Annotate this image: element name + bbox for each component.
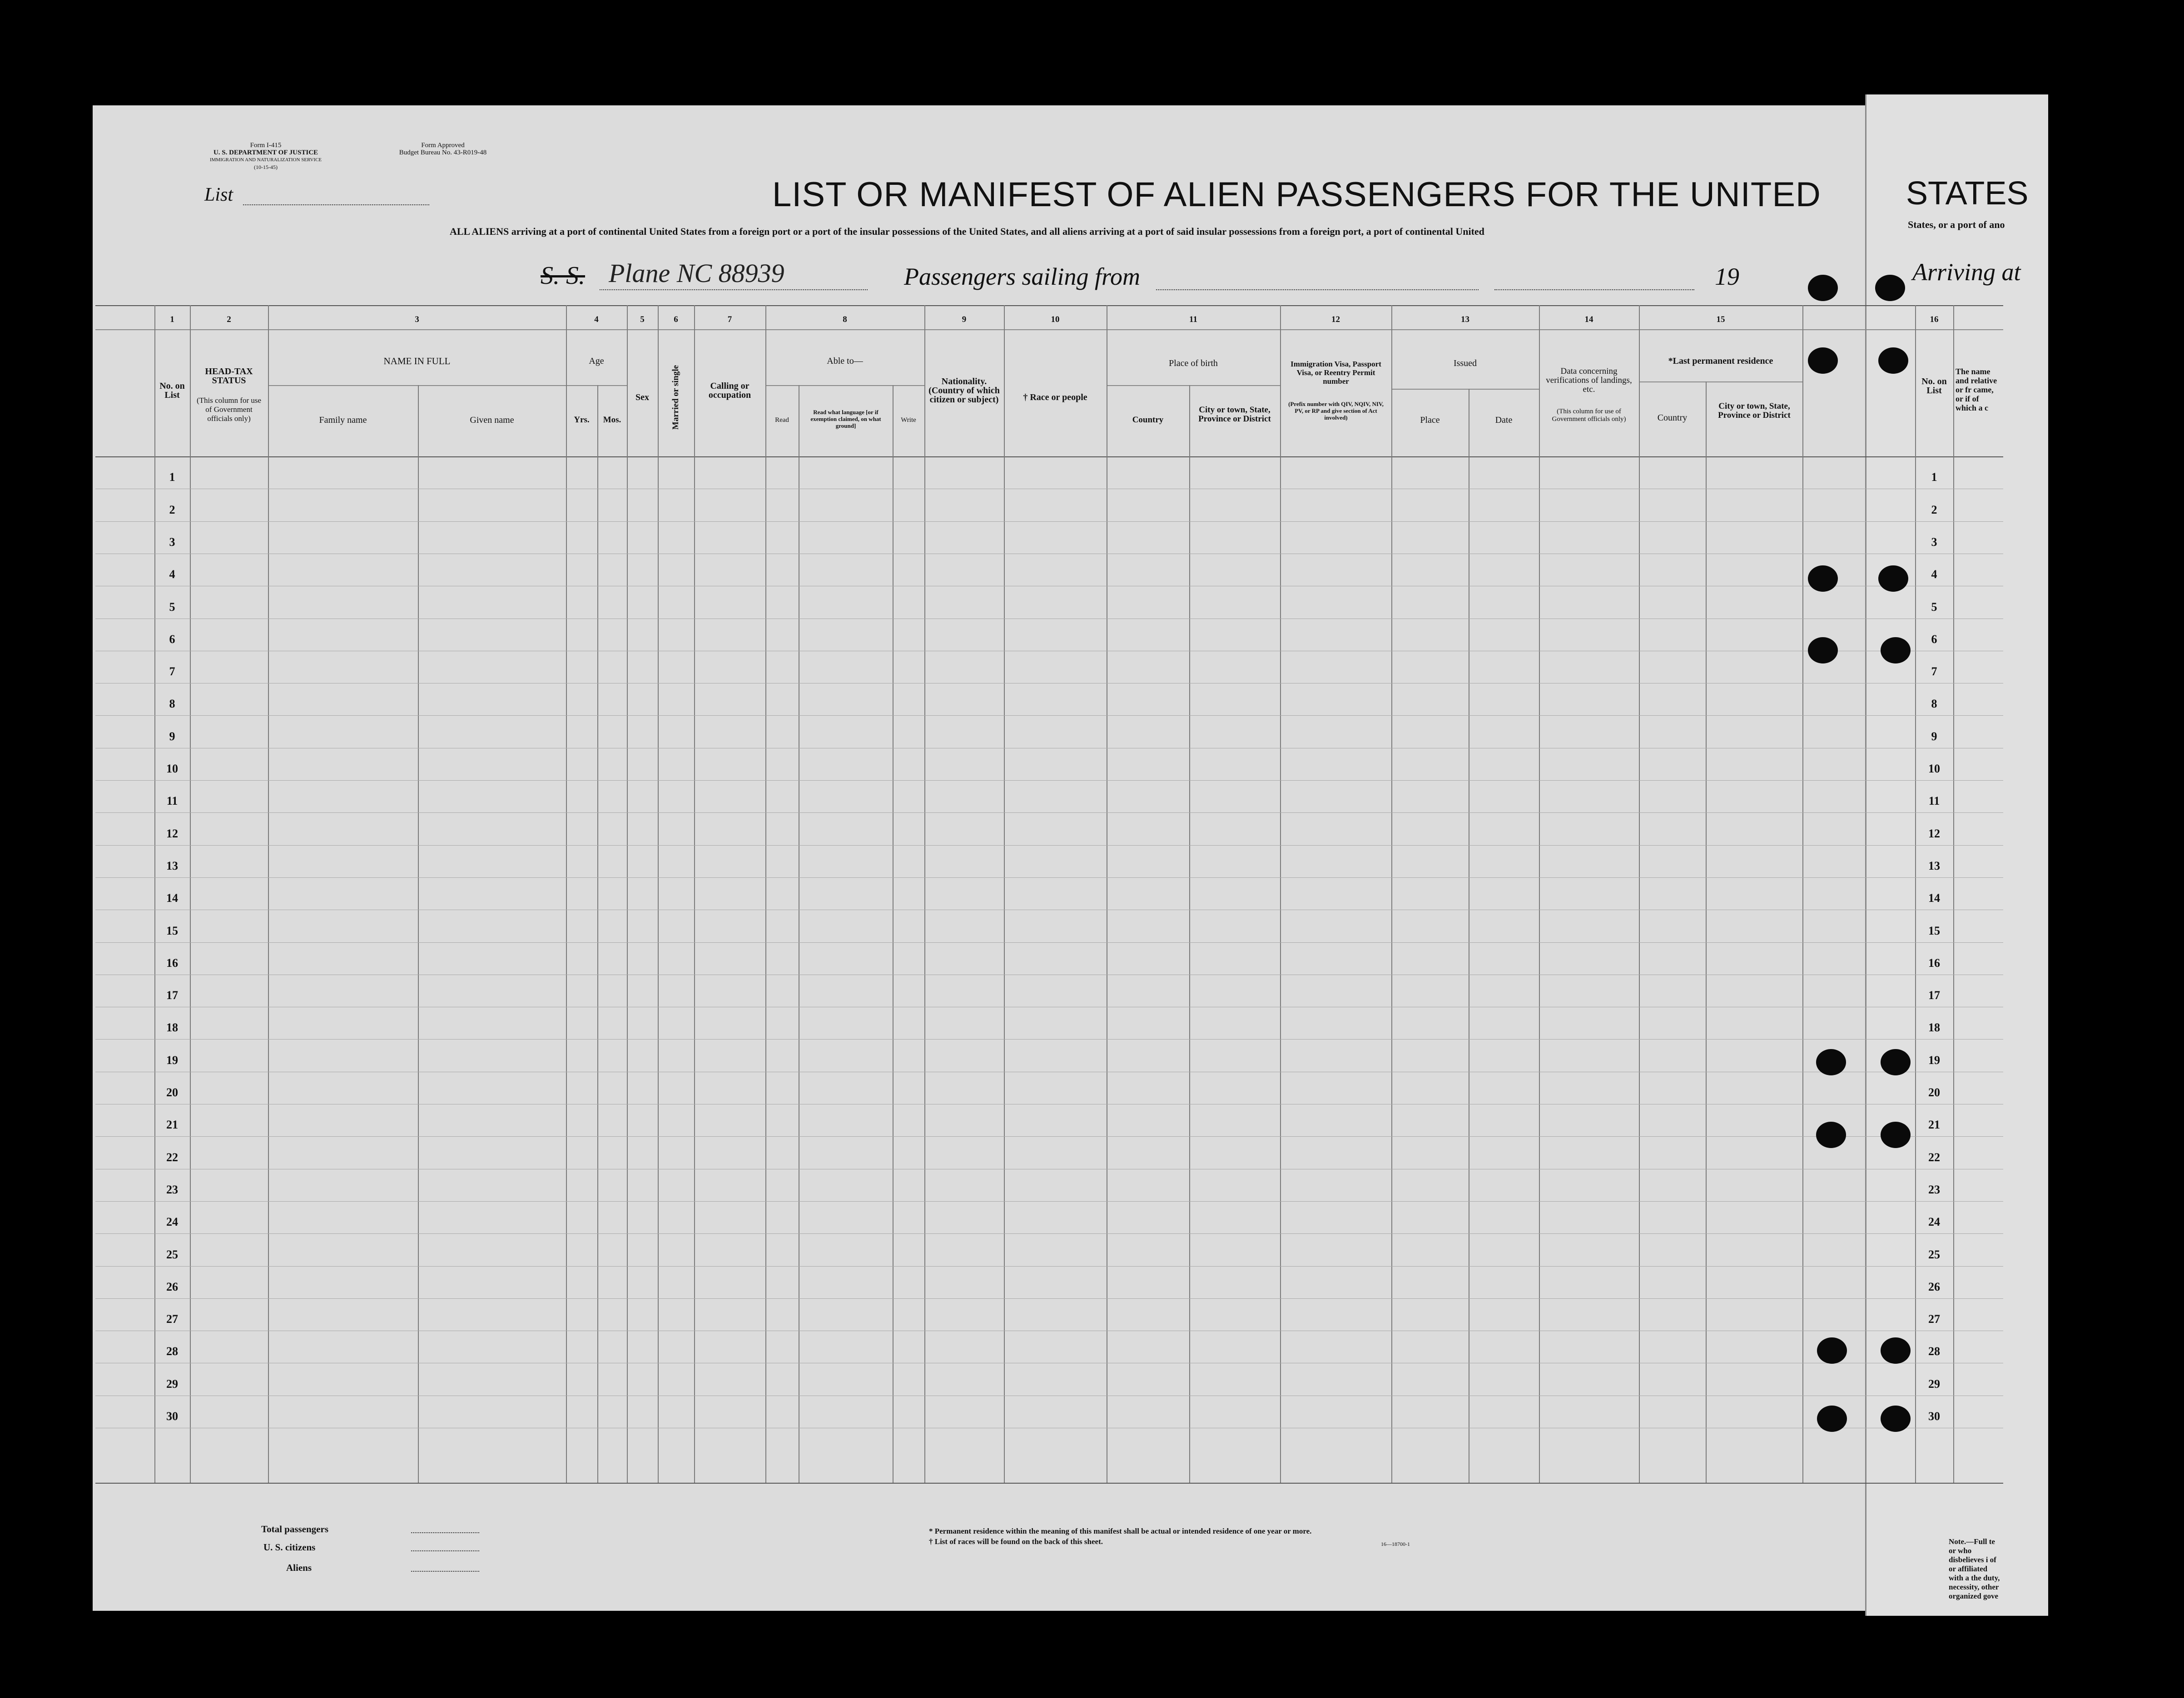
- hdr-name-in-full: NAME IN FULL: [383, 356, 451, 366]
- col-line: [1802, 305, 1803, 1483]
- row-rule: [95, 942, 2003, 943]
- row-number: 13: [166, 859, 178, 872]
- col-num-16: 16: [1930, 315, 1939, 324]
- hdr-calling: Calling or occupation: [708, 381, 751, 400]
- hdr-nationality: Nationality. (Country of which citizen or subject): [928, 376, 1000, 405]
- hdr-read-what: Read what language [or if exemption claimed, on what ground]: [810, 409, 881, 429]
- row-number-right: 9: [1931, 730, 1937, 743]
- row-number-right: 15: [1928, 924, 1940, 937]
- row-number-right: 24: [1928, 1215, 1940, 1228]
- footer-print-code: 16—18700-1: [1381, 1541, 1410, 1547]
- row-number-right: 13: [1928, 859, 1940, 872]
- row-number-right: 2: [1931, 503, 1937, 516]
- row-number: 30: [166, 1410, 178, 1423]
- row-rule: [95, 877, 2003, 878]
- hdr-issued-place: Place: [1420, 415, 1440, 425]
- col-line: [1391, 305, 1392, 1483]
- vessel-prefix: S. S.: [541, 262, 585, 290]
- row-rule: [95, 715, 2003, 716]
- row-number: 22: [166, 1151, 178, 1164]
- punch-hole: [1878, 347, 1908, 374]
- right-sheet-arriving: Arriving at: [1912, 258, 2021, 286]
- row-number: 15: [166, 924, 178, 937]
- col-num-5: 5: [640, 315, 645, 324]
- row-number-right: 25: [1928, 1248, 1940, 1261]
- hdr-age-mos: Mos.: [603, 415, 621, 425]
- col-line: [566, 305, 567, 1483]
- row-number: 5: [169, 600, 175, 614]
- col-line: [154, 305, 155, 1483]
- age-subheader-rule: [566, 385, 627, 386]
- row-number: 11: [166, 794, 178, 807]
- row-number: 9: [169, 730, 175, 743]
- punch-hole: [1878, 565, 1908, 592]
- hdr-race: † Race or people: [1023, 392, 1087, 402]
- col-line: [1953, 305, 1954, 1483]
- row-rule: [95, 1233, 2003, 1234]
- col-line: [597, 385, 598, 1483]
- hdr-head-tax: HEAD-TAX STATUS: [205, 366, 253, 386]
- row-number: 16: [166, 956, 178, 970]
- right-sheet-title: STATES: [1906, 175, 2029, 212]
- hdr-data-concerning: Data concerning verifications of landings, etc.: [1546, 366, 1632, 394]
- hdr-head-tax-note: (This column for use of Government officials only): [196, 396, 262, 423]
- punch-hole: [1881, 1049, 1911, 1075]
- name-subheader-rule: [268, 385, 566, 386]
- row-rule: [95, 812, 2003, 813]
- footer-aliens-label: Aliens: [286, 1562, 312, 1573]
- col-line: [694, 305, 695, 1483]
- col-num-12: 12: [1331, 315, 1340, 324]
- hdr-able-to: Able to—: [827, 356, 863, 366]
- budget-block: [377, 142, 509, 156]
- row-number: 28: [166, 1345, 178, 1358]
- row-number-right: 14: [1928, 891, 1940, 905]
- service-name: IMMIGRATION AND NATURALIZATION SERVICE: [209, 157, 322, 163]
- row-number: 2: [169, 503, 175, 516]
- row-number-right: 10: [1928, 762, 1940, 775]
- col-line: [1915, 305, 1916, 1483]
- row-number-right: 17: [1928, 989, 1940, 1002]
- punch-hole: [1817, 1337, 1847, 1364]
- punch-hole: [1881, 1122, 1911, 1148]
- column-number-rule: [95, 329, 2003, 330]
- row-number: 24: [166, 1215, 178, 1228]
- col-line: [765, 305, 766, 1483]
- punch-hole: [1808, 565, 1838, 592]
- form-number: Form I-415: [250, 142, 282, 149]
- col-line: [627, 305, 628, 1483]
- sailing-date-field[interactable]: [1494, 288, 1694, 290]
- right-hdr-name-fragment: The name and relative or fr came, or if of which a c: [1956, 367, 1997, 412]
- hdr-visa-note: (Prefix number with QIV, NQIV, NIV, PV, or RP and give section of Act involved): [1288, 401, 1384, 421]
- row-rule: [95, 1298, 2003, 1299]
- hdr-residence-country: Country: [1657, 413, 1688, 423]
- row-number-right: 3: [1931, 535, 1937, 549]
- punch-hole: [1808, 275, 1838, 301]
- hdr-write: Write: [901, 416, 916, 424]
- row-number-right: 29: [1928, 1377, 1940, 1391]
- us-citizens-field[interactable]: [411, 1549, 479, 1551]
- right-sheet-subtitle: States, or a port of ano: [1908, 219, 2005, 230]
- punch-hole: [1881, 637, 1911, 663]
- punch-hole: [1816, 1049, 1846, 1075]
- row-rule: [95, 780, 2003, 781]
- row-number-right: 1: [1931, 470, 1937, 484]
- hdr-data-note: (This column for use of Government officials only): [1552, 408, 1626, 423]
- manifest-sheet: [93, 105, 2000, 1611]
- row-number-right: 12: [1928, 827, 1940, 840]
- row-number-right: 22: [1928, 1151, 1940, 1164]
- row-rule: [95, 1136, 2003, 1137]
- hdr-age: Age: [589, 356, 604, 366]
- residence-subheader-rule: [1639, 381, 1802, 382]
- hdr-issued: Issued: [1453, 358, 1477, 368]
- hdr-age-yrs: Yrs.: [574, 415, 590, 425]
- row-number-right: 4: [1931, 568, 1937, 581]
- row-number-right: 16: [1928, 956, 1940, 970]
- vessel-field-line: [600, 288, 868, 290]
- col-num-6: 6: [674, 315, 678, 324]
- aliens-field[interactable]: [411, 1570, 479, 1572]
- table-bottom-rule: [95, 1483, 2003, 1484]
- row-number: 27: [166, 1312, 178, 1326]
- sailing-from-field[interactable]: [1156, 288, 1479, 290]
- able-subheader-rule: [765, 385, 924, 386]
- col-num-14: 14: [1584, 315, 1593, 324]
- row-number: 14: [166, 891, 178, 905]
- row-number: 1: [169, 470, 175, 484]
- row-rule: [95, 845, 2003, 846]
- issued-subheader-rule: [1391, 389, 1539, 390]
- col-num-4: 4: [594, 315, 599, 324]
- table-top-rule: [95, 305, 2003, 306]
- row-number-right: 11: [1928, 794, 1940, 807]
- col-line: [268, 305, 269, 1483]
- hdr-sex: Sex: [635, 392, 649, 402]
- col-line: [418, 385, 419, 1483]
- punch-hole: [1808, 347, 1838, 374]
- punch-hole: [1875, 275, 1905, 301]
- row-number-right: 6: [1931, 633, 1937, 646]
- row-number-right: 27: [1928, 1312, 1940, 1326]
- row-number: 12: [166, 827, 178, 840]
- footer-total-passengers-label: Total passengers: [261, 1524, 328, 1535]
- birth-subheader-rule: [1107, 385, 1280, 386]
- form-title: LIST OR MANIFEST OF ALIEN PASSENGERS FOR THE UNITED: [772, 175, 1821, 214]
- form-subtitle: ALL ALIENS arriving at a port of continental United States from a foreign port or a port of the insular possessions of the United States, and all aliens arriving at a port of said insular possessions from a foreign port, a port of continental United: [450, 226, 1484, 237]
- col-line: [1539, 305, 1540, 1483]
- hdr-no-on-list: No. on List: [159, 381, 185, 400]
- hdr-last-residence: *Last permanent residence: [1668, 356, 1773, 366]
- row-number-right: 23: [1928, 1183, 1940, 1196]
- row-number-right: 28: [1928, 1345, 1940, 1358]
- row-number: 20: [166, 1086, 178, 1099]
- hdr-issued-date: Date: [1495, 415, 1513, 425]
- hdr-place-of-birth: Place of birth: [1169, 358, 1218, 368]
- year-prefix: 19: [1715, 263, 1739, 290]
- col-num-10: 10: [1051, 315, 1060, 324]
- footer-note-residence: * Permanent residence within the meaning of this manifest shall be actual or intended residence of one year or more.: [929, 1527, 1312, 1535]
- row-number: 19: [166, 1054, 178, 1067]
- punch-hole: [1808, 637, 1838, 663]
- hdr-birth-country: Country: [1132, 415, 1164, 425]
- hdr-married: Married or single: [671, 365, 680, 430]
- form-approved: Form Approved: [421, 142, 465, 149]
- right-sheet-note-fragment: Note.—Full te or who disbelieves i of or affiliated with a the duty, necessity, other organized gove: [1949, 1537, 2000, 1600]
- row-number-right: 21: [1928, 1118, 1940, 1131]
- punch-hole: [1816, 1122, 1846, 1148]
- row-rule: [95, 521, 2003, 522]
- budget-number: Budget Bureau No. 43-R019-48: [399, 149, 487, 156]
- row-rule: [95, 1201, 2003, 1202]
- col-num-7: 7: [727, 315, 732, 324]
- row-number-right: 18: [1928, 1021, 1940, 1034]
- footer-note-races: † List of races will be found on the back of this sheet.: [929, 1537, 1103, 1546]
- row-number: 7: [169, 665, 175, 678]
- header-bottom-rule: [95, 456, 2003, 457]
- col-line: [924, 305, 925, 1483]
- col-num-9: 9: [962, 315, 967, 324]
- right-hdr-no-on-list: No. on List: [1921, 376, 1947, 396]
- vessel-name-handwritten: Plane NC 88939: [609, 258, 784, 288]
- row-number-right: 19: [1928, 1054, 1940, 1067]
- total-passengers-field[interactable]: [411, 1531, 479, 1533]
- row-number: 25: [166, 1248, 178, 1261]
- punch-hole: [1881, 1337, 1911, 1364]
- row-number: 10: [166, 762, 178, 775]
- col-line: [1639, 305, 1640, 1483]
- row-number: 4: [169, 568, 175, 581]
- list-label: List: [204, 184, 233, 205]
- row-number: 29: [166, 1377, 178, 1391]
- footer-us-citizens-label: U. S. citizens: [263, 1542, 316, 1553]
- row-number-right: 26: [1928, 1280, 1940, 1293]
- col-line: [658, 305, 659, 1483]
- row-number-right: 30: [1928, 1410, 1940, 1423]
- row-number: 26: [166, 1280, 178, 1293]
- list-number-field[interactable]: [243, 203, 429, 205]
- row-number: 3: [169, 535, 175, 549]
- manifest-sheet-continuation: [1865, 94, 2048, 1616]
- form-date-code: (10-15-45): [254, 164, 278, 170]
- col-num-15: 15: [1716, 315, 1725, 324]
- row-number: 18: [166, 1021, 178, 1034]
- row-number-right: 8: [1931, 697, 1937, 710]
- row-number: 17: [166, 989, 178, 1002]
- row-number: 21: [166, 1118, 178, 1131]
- row-rule: [95, 1266, 2003, 1267]
- row-number-right: 7: [1931, 665, 1937, 678]
- col-num-3: 3: [415, 315, 419, 324]
- col-line: [1004, 305, 1005, 1483]
- col-line: [1280, 305, 1281, 1483]
- hdr-residence-city: City or town, State, Province or District: [1718, 401, 1791, 420]
- row-number: 23: [166, 1183, 178, 1196]
- row-number-right: 5: [1931, 600, 1937, 614]
- col-num-2: 2: [227, 315, 231, 324]
- col-num-1: 1: [170, 315, 174, 324]
- col-line: [1189, 385, 1190, 1483]
- hdr-visa: Immigration Visa, Passport Visa, or Reentry Permit number: [1291, 360, 1381, 386]
- sailing-from-label: Passengers sailing from: [904, 263, 1141, 290]
- punch-hole: [1881, 1406, 1911, 1432]
- punch-hole: [1817, 1406, 1847, 1432]
- col-line: [1706, 381, 1707, 1483]
- col-num-11: 11: [1189, 315, 1197, 324]
- row-number-right: 20: [1928, 1086, 1940, 1099]
- row-number: 8: [169, 697, 175, 710]
- form-id-block: [191, 142, 341, 171]
- col-num-13: 13: [1461, 315, 1469, 324]
- col-line: [190, 305, 191, 1483]
- row-number: 6: [169, 633, 175, 646]
- hdr-birth-city: City or town, State, Province or District: [1198, 405, 1271, 424]
- dept-name: U. S. DEPARTMENT OF JUSTICE: [213, 149, 318, 156]
- row-rule: [95, 1039, 2003, 1040]
- hdr-read: Read: [775, 416, 789, 424]
- col-num-8: 8: [843, 315, 847, 324]
- hdr-family-name: Family name: [319, 415, 367, 425]
- hdr-given-name: Given name: [470, 415, 514, 425]
